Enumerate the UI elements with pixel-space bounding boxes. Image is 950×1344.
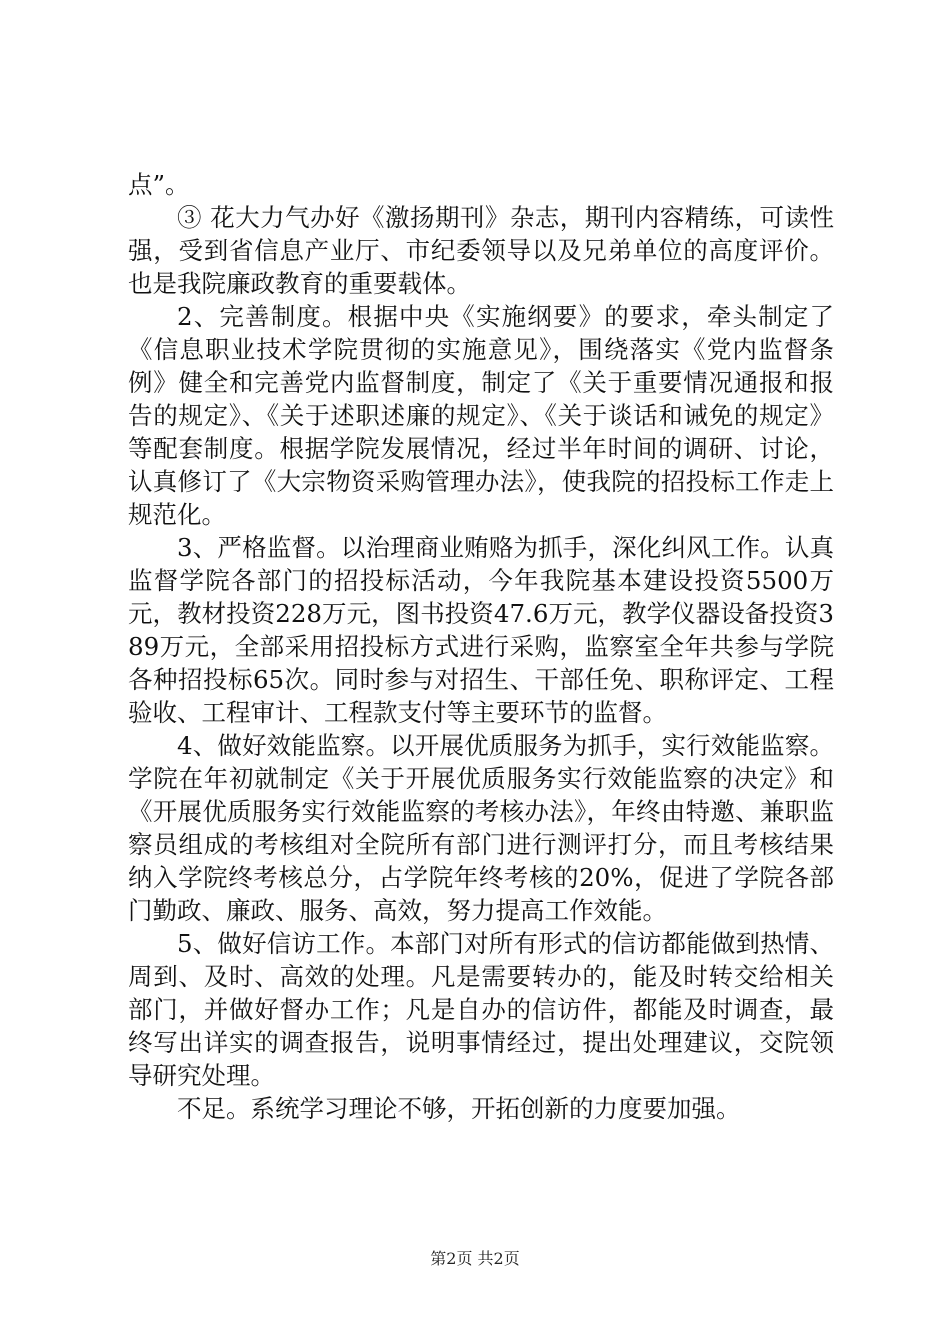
paragraph-4: 3、严格监督。以治理商业贿赂为抓手，深化纠风工作。认真监督学院各部门的招投标活动，今年我院基本建设投资5500万元，教材投资228万元，图书投资47.6万元，教学仪器设备投资389万元，全部采用招投标方式进行采购，监察室全年共参与学院各种招投标65次。同时参与对招生、干部任免、职称评定、工程验收、工程审计、工程款支付等主要环节的监督。 bbox=[128, 533, 834, 727]
paragraph-1: 点”。 bbox=[128, 170, 190, 199]
paragraph-5: 4、做好效能监察。以开展优质服务为抓手，实行效能监察。学院在年初就制定《关于开展优质服务实行效能监察的决定》和《开展优质服务实行效能监察的考核办法》，年终由特邀、兼职监察员组成的考核组对全院所有部门进行测评打分，而且考核结果纳入学院终考核总分，占学院年终考核的20%，促进了学院各部门勤政、廉政、服务、高效，努力提高工作效能。 bbox=[128, 731, 834, 925]
paragraph-7: 不足。系统学习理论不够，开拓创新的力度要加强。 bbox=[177, 1094, 741, 1123]
paragraph-6: 5、做好信访工作。本部门对所有形式的信访都能做到热情、周到、及时、高效的处理。凡是需要转办的，能及时转交给相关部门，并做好督办工作；凡是自办的信访件，都能及时调查，最终写出详实的调查报告，说明事情经过，提出处理建议，交院领导研究处理。 bbox=[128, 929, 834, 1090]
page-footer: 第2页 共2页 bbox=[430, 1249, 520, 1268]
document-body bbox=[128, 168, 834, 1125]
paragraph-3: 2、完善制度。根据中央《实施纲要》的要求，牵头制定了《信息职业技术学院贯彻的实施意见》，围绕落实《党内监督条例》健全和完善党内监督制度，制定了《关于重要情况通报和报告的规定》、《关于述职述廉的规定》、《关于谈话和诫免的规定》等配套制度。根据学院发展情况，经过半年时间的调研、讨论，认真修订了《大宗物资采购管理办法》，使我院的招投标工作走上规范化。 bbox=[128, 302, 834, 529]
paragraph-2: ③ 花大力气办好《激扬期刊》杂志，期刊内容精练，可读性强，受到省信息产业厅、市纪委领导以及兄弟单位的高度评价。也是我院廉政教育的重要载体。 bbox=[128, 203, 834, 298]
